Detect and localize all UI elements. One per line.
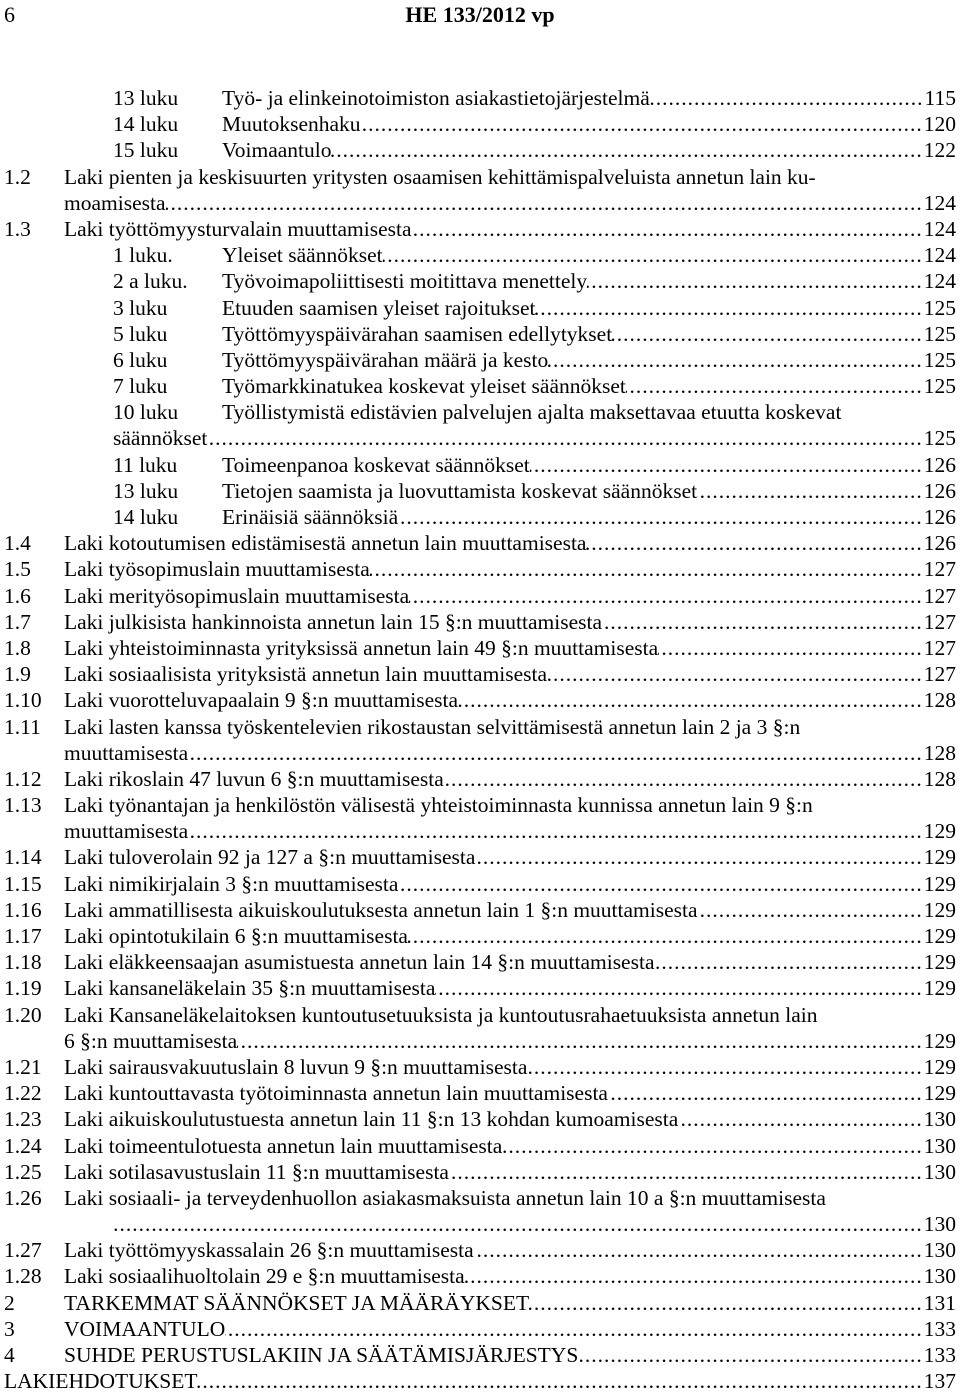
toc-entry[interactable] <box>0 268 956 294</box>
toc-entry[interactable] <box>0 871 956 897</box>
toc-entry-title: Laki julkisista hankinnoista annetun lain 15 §:n muuttamisesta <box>64 609 603 634</box>
toc-entry-number: 7 luku <box>113 374 168 399</box>
toc-entry-number: 1.16 <box>4 897 42 922</box>
dot-leader <box>465 1263 923 1289</box>
toc-entry-title: SUHDE PERUSTUSLAKIIN JA SÄÄTÄMISJÄRJESTYS <box>64 1343 579 1367</box>
toc-entry-page[interactable]: 129 <box>923 871 956 896</box>
toc-entry-continuation[interactable] <box>0 1211 956 1237</box>
dot-leader <box>188 818 923 844</box>
toc-entry-title: Laki sosiaali- ja terveydenhuollon asiakasmaksuista annetun lain 10 a §:n muuttamisesta <box>64 1185 826 1210</box>
dot-leader <box>409 583 923 609</box>
toc-entry-page[interactable]: 129 <box>923 1054 956 1079</box>
toc-entry-page[interactable]: 125 <box>923 374 956 399</box>
toc-entry-page[interactable]: 127 <box>923 583 956 608</box>
toc-entry-title: Laki sotilasavustuslain 11 §:n muuttamisesta <box>64 1159 449 1184</box>
dot-leader <box>383 242 923 268</box>
dot-leader <box>530 452 923 478</box>
toc-entry-title: Laki työnantajan ja henkilöstön välisestä yhteistoiminnasta kunnissa annetun lain 9 §:n <box>64 793 813 818</box>
toc-entry-title: VOIMAANTULO <box>64 1316 226 1341</box>
toc-entry-number: 1.26 <box>4 1185 42 1210</box>
toc-entry-number: 1.17 <box>4 924 42 948</box>
toc-entry-title: Toimeenpanoa koskevat säännökset <box>222 452 530 477</box>
dot-leader <box>578 1342 922 1368</box>
dot-leader <box>602 609 923 635</box>
toc-entry[interactable] <box>0 242 956 268</box>
dot-leader <box>412 216 923 242</box>
toc-entry-title: Työllistymistä edistävien palvelujen ajalta maksettavaa etuutta koskevat <box>222 400 842 425</box>
toc-entry[interactable] <box>0 661 956 687</box>
dot-leader <box>225 1316 923 1342</box>
toc-entry[interactable] <box>0 478 956 504</box>
toc-entry[interactable] <box>0 792 956 818</box>
toc-entry-title: Laki nimikirjalain 3 §:n muuttamisesta <box>64 871 399 896</box>
toc-entry-number: 1.4 <box>4 531 31 556</box>
toc-entry-title: Muutoksenhaku <box>222 112 361 137</box>
toc-entry-number: 1.14 <box>4 845 42 870</box>
toc-entry-title: Laki lasten kanssa työskentelevien rikostaustan selvittämisestä annetun lain 2 ja 3 §:n <box>64 714 801 739</box>
toc-entry[interactable] <box>0 399 956 425</box>
toc-entry-title: Laki kotoutumisen edistämisestä annetun lain muuttamisesta <box>64 531 587 556</box>
toc-entry[interactable] <box>0 1368 956 1394</box>
toc-entry-title: Yleiset säännökset <box>222 243 383 268</box>
toc-entry-title: Työttömyyspäivärahan saamisen edellytykset <box>222 321 613 346</box>
toc-entry[interactable] <box>0 949 956 975</box>
toc-entry-page[interactable]: 129 <box>923 845 956 870</box>
dot-leader <box>612 321 923 347</box>
toc-entry-page[interactable]: 125 <box>923 295 956 320</box>
toc-entry-title: Voimaantulo <box>222 138 332 163</box>
dot-leader <box>361 111 923 137</box>
toc-entry[interactable] <box>0 111 956 137</box>
toc-entry[interactable] <box>0 530 956 556</box>
toc-entry-title: Laki sosiaalihuoltolain 29 e §:n muuttamisesta <box>64 1264 465 1289</box>
toc-entry-page[interactable]: 130 <box>923 1238 956 1263</box>
dot-leader <box>608 1080 923 1106</box>
toc-entry[interactable] <box>0 347 956 373</box>
toc-entry-page[interactable]: 128 <box>923 766 956 791</box>
dot-leader <box>113 1211 923 1237</box>
toc-entry-number: 3 luku <box>113 295 168 320</box>
dot-leader <box>166 190 923 216</box>
toc-entry-number: 2 a luku. <box>113 269 188 294</box>
dot-leader <box>449 1159 923 1185</box>
toc-entry-title: Tietojen saamista ja luovuttamista koskevat säännökset <box>222 478 698 503</box>
toc-entry-continuation[interactable] <box>0 1028 956 1054</box>
toc-entry-number: 14 luku <box>113 505 179 529</box>
dot-leader <box>398 504 923 530</box>
toc-entry-number: 1.19 <box>4 976 42 1001</box>
toc-entry-continuation[interactable] <box>0 190 956 216</box>
toc-entry-page[interactable]: 133 <box>923 1316 956 1341</box>
dot-leader <box>331 137 922 163</box>
toc-entry-number: 1.28 <box>4 1264 42 1289</box>
toc-entry-number: 1.23 <box>4 1107 42 1132</box>
dot-leader <box>398 871 922 897</box>
toc-entry[interactable] <box>0 609 956 635</box>
toc-entry-title-continued: muuttamisesta <box>64 740 189 765</box>
toc-entry-number: 1.27 <box>4 1238 42 1263</box>
toc-entry-number: 1.6 <box>4 583 31 608</box>
document-title: HE 133/2012 vp <box>405 2 555 27</box>
toc-entry-page[interactable]: 130 <box>923 1159 956 1184</box>
toc-entry-page[interactable]: 127 <box>923 662 956 687</box>
toc-entry[interactable] <box>0 1002 956 1028</box>
toc-entry-page[interactable]: 126 <box>923 531 956 556</box>
toc-entry-number: 1.11 <box>4 714 41 739</box>
dot-leader <box>458 687 923 713</box>
toc-entry-title: Laki yhteistoiminnasta yrityksissä annetun lain 49 §:n muuttamisesta <box>64 635 659 660</box>
toc-entry[interactable] <box>0 1080 956 1106</box>
dot-leader <box>697 478 923 504</box>
toc-entry[interactable] <box>0 1185 956 1211</box>
toc-entry-title-continued: 6 §:n muuttamisesta <box>64 1028 238 1053</box>
toc-entry-title: Erinäisiä säännöksiä <box>222 505 399 529</box>
toc-entry-page[interactable]: 129 <box>923 1081 956 1106</box>
toc-entry-title: Laki tuloverolain 92 ja 127 a §:n muuttamisesta <box>64 845 476 870</box>
dot-leader <box>474 1237 923 1263</box>
toc-entry[interactable] <box>0 556 956 582</box>
toc-entry-title: Laki aikuiskoulutustuesta annetun lain 11 §:n 13 kohdan kumoamisesta <box>64 1107 679 1132</box>
toc-entry-title: Laki toimeentulotuesta annetun lain muuttamisesta <box>64 1133 503 1158</box>
toc-entry-number: 1.20 <box>4 1002 42 1027</box>
toc-entry-page[interactable]: 129 <box>923 976 956 1001</box>
toc-entry[interactable] <box>0 1133 956 1159</box>
toc-entry-number: 11 luku <box>113 452 178 477</box>
toc-entry[interactable] <box>0 1106 956 1132</box>
toc-entry[interactable] <box>0 635 956 661</box>
toc-entry-page[interactable]: 130 <box>923 1212 956 1237</box>
toc-entry[interactable] <box>0 583 956 609</box>
dot-leader <box>527 1054 922 1080</box>
toc-entry-page[interactable]: 115 <box>924 86 956 110</box>
toc-entry-number: 13 luku <box>113 86 179 110</box>
toc-entry-title: Työ- ja elinkeinotoimiston asiakastietojärjestelmä <box>222 86 650 110</box>
toc-entry-page[interactable]: 129 <box>923 1028 956 1053</box>
toc-entry-number: 1.3 <box>4 216 31 241</box>
page-number: 6 <box>4 2 15 27</box>
dot-leader <box>197 1368 922 1394</box>
toc-entry-number: 10 luku <box>113 400 179 425</box>
dot-leader <box>548 347 922 373</box>
toc-entry-title: Laki sairausvakuutuslain 8 luvun 9 §:n muuttamisesta <box>64 1054 528 1079</box>
toc-entry-page[interactable]: 128 <box>923 688 956 713</box>
toc-entry-page[interactable]: 122 <box>923 138 956 163</box>
toc-entry-title: Laki vuorotteluvapaalain 9 §:n muuttamisesta <box>64 688 459 713</box>
dot-leader <box>444 766 923 792</box>
toc-entry[interactable] <box>0 1263 956 1289</box>
dot-leader <box>650 85 924 111</box>
toc-entry-page[interactable]: 125 <box>923 321 956 346</box>
toc-entry-title: Laki kuntouttavasta työtoiminnasta annetun lain muuttamisesta <box>64 1081 608 1106</box>
toc-entry-title: Etuuden saamisen yleiset rajoitukset <box>222 295 536 320</box>
toc-entry-number: 13 luku <box>113 478 179 503</box>
toc-entry-number: 1.5 <box>4 557 31 582</box>
dot-leader <box>587 268 923 294</box>
toc-entry-page[interactable]: 131 <box>923 1290 956 1315</box>
dot-leader <box>188 740 923 766</box>
toc-entry-title: Laki työttömyyskassalain 26 §:n muuttamisesta <box>64 1238 474 1263</box>
toc-entry[interactable] <box>0 504 956 530</box>
toc-entry-number: 1.12 <box>4 766 42 791</box>
toc-entry-number: 1.15 <box>4 871 42 896</box>
dot-leader <box>370 556 923 582</box>
toc-entry-title: Laki työsopimuslain muuttamisesta <box>64 557 370 582</box>
toc-entry-number: 1.7 <box>4 609 31 634</box>
toc-entry-number: 1.10 <box>4 688 42 713</box>
toc-entry-title: Laki pienten ja keskisuurten yritysten osaamisen kehittämispalveluista annetun lain ku- <box>64 164 816 189</box>
toc-entry-continuation[interactable] <box>0 818 956 844</box>
dot-leader <box>654 949 922 975</box>
toc-entry-title: Laki sosiaalisista yrityksistä annetun lain muuttamisesta <box>64 662 548 687</box>
toc-entry[interactable] <box>0 321 956 347</box>
toc-entry-number: 1.25 <box>4 1159 42 1184</box>
toc-entry-title: Työmarkkinatukea koskevat yleiset säännökset <box>222 374 626 399</box>
toc-entry-page[interactable]: 126 <box>923 505 956 529</box>
dot-leader <box>658 635 923 661</box>
dot-leader <box>529 1290 923 1316</box>
toc-entry-page[interactable]: 127 <box>923 557 956 582</box>
toc-entry-title: Laki opintotukilain 6 §:n muuttamisesta <box>64 924 408 948</box>
toc-entry-page[interactable]: 133 <box>923 1343 956 1367</box>
toc-entry-number: 3 <box>4 1316 15 1341</box>
toc-entry[interactable] <box>0 1316 956 1342</box>
toc-entry-page[interactable]: 124 <box>923 243 956 268</box>
toc-entry-page[interactable]: 127 <box>923 635 956 660</box>
toc-entry[interactable] <box>0 1237 956 1263</box>
toc-entry-title: Laki eläkkeensaajan asumistuesta annetun lain 14 §:n muuttamisesta <box>64 950 655 975</box>
toc-entry[interactable] <box>0 85 956 111</box>
toc-entry-number: 1.2 <box>4 164 31 189</box>
toc-entry-page[interactable]: 129 <box>923 924 956 948</box>
dot-leader <box>502 1133 922 1159</box>
toc-entry-title-continued: säännökset <box>113 426 208 451</box>
toc-entry-page[interactable]: 124 <box>923 190 956 215</box>
toc-entry-number: 1.13 <box>4 793 42 818</box>
toc-entry-title: Laki Kansaneläkelaitoksen kuntoutusetuuksista ja kuntoutusrahaetuuksista annetun lain <box>64 1002 818 1027</box>
toc-entry-page[interactable]: 128 <box>923 740 956 765</box>
toc-entry-number: 14 luku <box>113 112 179 137</box>
dot-leader <box>207 425 922 451</box>
toc-entry-number: 6 luku <box>113 347 168 372</box>
toc-entry-page[interactable]: 129 <box>923 950 956 975</box>
dot-leader <box>435 975 922 1001</box>
toc-entry-page[interactable]: 124 <box>923 216 956 241</box>
toc-entry-title: Laki rikoslain 47 luvun 6 §:n muuttamisesta <box>64 766 444 791</box>
toc-entry[interactable] <box>0 1054 956 1080</box>
toc-entry[interactable] <box>0 216 956 242</box>
toc-entry-page[interactable]: 125 <box>923 426 956 451</box>
toc-entry-title-continued: moamisesta <box>64 190 166 215</box>
dot-leader <box>678 1106 923 1132</box>
toc-entry-number: 15 luku <box>113 138 179 163</box>
toc-entry[interactable] <box>0 897 956 923</box>
toc-entry-number: 1.22 <box>4 1081 42 1106</box>
toc-entry-title: Laki kansaneläkelain 35 §:n muuttamisesta <box>64 976 436 1001</box>
toc-entry-page[interactable]: 124 <box>923 269 956 294</box>
dot-leader <box>698 897 923 923</box>
toc-entry-title: LAKIEHDOTUKSET <box>4 1369 198 1394</box>
toc-entry-page[interactable]: 130 <box>923 1107 956 1132</box>
toc-entry-continuation[interactable] <box>0 425 956 451</box>
toc-entry-number: 1.8 <box>4 635 31 660</box>
toc-entry-number: 4 <box>4 1343 15 1367</box>
toc-entry[interactable] <box>0 373 956 399</box>
toc-entry[interactable] <box>0 975 956 1001</box>
toc-entry[interactable] <box>0 714 956 740</box>
dot-leader <box>237 1028 923 1054</box>
toc-entry-number: 1.18 <box>4 950 42 975</box>
toc-entry[interactable] <box>0 687 956 713</box>
dot-leader <box>586 530 922 556</box>
toc-entry[interactable] <box>0 923 956 949</box>
toc-entry-title: Laki työttömyysturvalain muuttamisesta <box>64 216 412 241</box>
toc-entry-title: Työvoimapoliittisesti moitittava menettely <box>222 269 588 294</box>
toc-entry-title-continued: muuttamisesta <box>64 819 189 844</box>
table-of-contents <box>0 85 956 1394</box>
dot-leader <box>408 923 923 949</box>
toc-entry-page[interactable]: 137 <box>923 1369 956 1394</box>
toc-entry-page[interactable]: 126 <box>923 452 956 477</box>
toc-entry-page[interactable]: 130 <box>923 1264 956 1289</box>
toc-entry-page[interactable]: 125 <box>923 347 956 372</box>
dot-leader <box>547 661 923 687</box>
toc-entry-number: 1.24 <box>4 1133 42 1158</box>
toc-entry-page[interactable]: 129 <box>923 819 956 844</box>
toc-entry[interactable] <box>0 1342 956 1368</box>
toc-entry[interactable] <box>0 844 956 870</box>
toc-entry[interactable] <box>0 137 956 163</box>
dot-leader <box>475 844 922 870</box>
toc-entry-number: 5 luku <box>113 321 168 346</box>
toc-entry-title: Laki merityösopimuslain muuttamisesta <box>64 583 410 608</box>
dot-leader <box>535 295 922 321</box>
toc-entry-number: 1 luku. <box>113 243 173 268</box>
toc-entry[interactable] <box>0 164 956 190</box>
dot-leader <box>626 373 923 399</box>
toc-entry-number: 1.21 <box>4 1054 42 1079</box>
toc-entry-page[interactable]: 120 <box>923 112 956 137</box>
toc-entry-page[interactable]: 130 <box>923 1133 956 1158</box>
toc-entry-page[interactable]: 129 <box>923 897 956 922</box>
toc-entry[interactable] <box>0 452 956 478</box>
toc-entry-page[interactable]: 126 <box>923 478 956 503</box>
toc-entry-title: Laki ammatillisesta aikuiskoulutuksesta annetun lain 1 §:n muuttamisesta <box>64 897 698 922</box>
toc-entry[interactable] <box>0 1159 956 1185</box>
toc-entry-page[interactable]: 127 <box>923 609 956 634</box>
toc-entry-number: 2 <box>4 1290 15 1315</box>
toc-entry[interactable] <box>0 766 956 792</box>
toc-entry[interactable] <box>0 295 956 321</box>
toc-entry[interactable] <box>0 1290 956 1316</box>
toc-entry-title: TARKEMMAT SÄÄNNÖKSET JA MÄÄRÄYKSET <box>64 1290 530 1315</box>
toc-entry-title: Työttömyyspäivärahan määrä ja kesto <box>222 347 549 372</box>
toc-entry-continuation[interactable] <box>0 740 956 766</box>
toc-entry-number: 1.9 <box>4 662 31 687</box>
